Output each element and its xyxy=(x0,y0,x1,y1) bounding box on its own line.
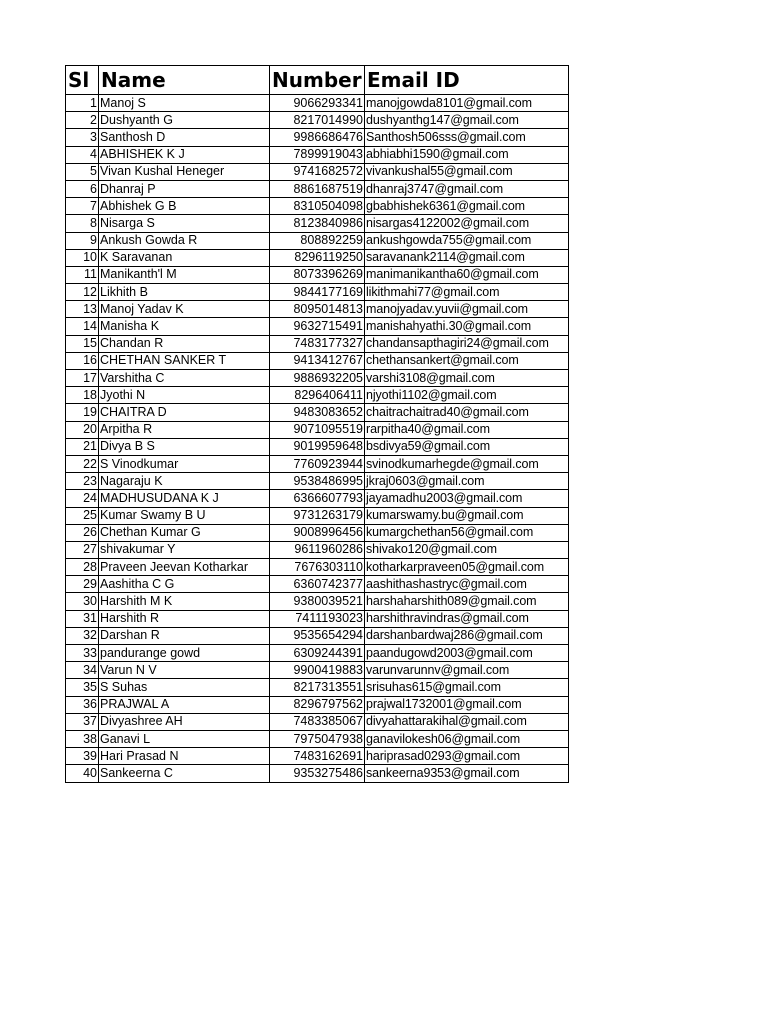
table-row xyxy=(66,559,569,576)
row-number: 7760923944 xyxy=(270,455,365,472)
row-number: 8296797562 xyxy=(270,696,365,713)
row-number: 6360742377 xyxy=(270,576,365,593)
header-row xyxy=(66,66,569,95)
row-email: likithmahi77@gmail.com xyxy=(365,284,569,301)
row-name: shivakumar Y xyxy=(99,541,270,558)
row-name: Divyashree AH xyxy=(99,713,270,730)
row-sl: 2 xyxy=(66,112,99,129)
row-sl: 23 xyxy=(66,473,99,490)
table-row xyxy=(66,387,569,404)
table-row xyxy=(66,352,569,369)
row-number: 9535654294 xyxy=(270,627,365,644)
row-number: 8296119250 xyxy=(270,249,365,266)
table-row xyxy=(66,713,569,730)
row-number: 8217313551 xyxy=(270,679,365,696)
row-number: 7899919043 xyxy=(270,146,365,163)
row-email: jkraj0603@gmail.com xyxy=(365,473,569,490)
contact-table xyxy=(65,65,569,783)
row-email: manishahyathi.30@gmail.com xyxy=(365,318,569,335)
row-name: Vivan Kushal Heneger xyxy=(99,163,270,180)
row-number: 8073396269 xyxy=(270,266,365,283)
row-sl: 4 xyxy=(66,146,99,163)
row-name: Praveen Jeevan Kotharkar xyxy=(99,559,270,576)
row-sl: 13 xyxy=(66,301,99,318)
row-name: Harshith M K xyxy=(99,593,270,610)
row-name: Darshan R xyxy=(99,627,270,644)
table-row xyxy=(66,146,569,163)
row-email: kotharkarpraveen05@gmail.com xyxy=(365,559,569,576)
table-row xyxy=(66,645,569,662)
row-email: gbabhishek6361@gmail.com xyxy=(365,198,569,215)
row-name: Hari Prasad N xyxy=(99,748,270,765)
table-row xyxy=(66,198,569,215)
row-name: Manikanth'l M xyxy=(99,266,270,283)
row-email: jayamadhu2003@gmail.com xyxy=(365,490,569,507)
table-body xyxy=(66,95,569,783)
table-row xyxy=(66,696,569,713)
table-row xyxy=(66,662,569,679)
table-row xyxy=(66,232,569,249)
row-number: 9900419883 xyxy=(270,662,365,679)
row-name: K Saravanan xyxy=(99,249,270,266)
row-sl: 31 xyxy=(66,610,99,627)
row-sl: 9 xyxy=(66,232,99,249)
row-number: 8217014990 xyxy=(270,112,365,129)
row-name: Divya B S xyxy=(99,438,270,455)
row-email: harshithravindras@gmail.com xyxy=(365,610,569,627)
row-number: 6366607793 xyxy=(270,490,365,507)
row-email: ankushgowda755@gmail.com xyxy=(365,232,569,249)
row-number: 7483177327 xyxy=(270,335,365,352)
row-sl: 11 xyxy=(66,266,99,283)
row-number: 9353275486 xyxy=(270,765,365,782)
row-email: dushyanthg147@gmail.com xyxy=(365,112,569,129)
table-row xyxy=(66,524,569,541)
row-number: 9066293341 xyxy=(270,95,365,112)
row-sl: 34 xyxy=(66,662,99,679)
row-name: Manoj S xyxy=(99,95,270,112)
table-row xyxy=(66,765,569,782)
row-sl: 16 xyxy=(66,352,99,369)
row-name: Arpitha R xyxy=(99,421,270,438)
row-number: 9483083652 xyxy=(270,404,365,421)
row-number: 9008996456 xyxy=(270,524,365,541)
row-sl: 15 xyxy=(66,335,99,352)
row-number: 9741682572 xyxy=(270,163,365,180)
table-row xyxy=(66,679,569,696)
row-name: Ankush Gowda R xyxy=(99,232,270,249)
row-sl: 14 xyxy=(66,318,99,335)
row-sl: 27 xyxy=(66,541,99,558)
row-sl: 22 xyxy=(66,455,99,472)
row-sl: 6 xyxy=(66,180,99,197)
row-number: 9731263179 xyxy=(270,507,365,524)
table-row xyxy=(66,730,569,747)
row-email: paandugowd2003@gmail.com xyxy=(365,645,569,662)
row-name: Manisha K xyxy=(99,318,270,335)
row-sl: 24 xyxy=(66,490,99,507)
row-email: darshanbardwaj286@gmail.com xyxy=(365,627,569,644)
table-row xyxy=(66,266,569,283)
row-email: sankeerna9353@gmail.com xyxy=(365,765,569,782)
row-sl: 5 xyxy=(66,163,99,180)
row-number: 9413412767 xyxy=(270,352,365,369)
table-row xyxy=(66,490,569,507)
row-number: 9886932205 xyxy=(270,370,365,387)
row-name: Abhishek G B xyxy=(99,198,270,215)
row-name: Dhanraj P xyxy=(99,180,270,197)
row-name: Varshitha C xyxy=(99,370,270,387)
row-email: srisuhas615@gmail.com xyxy=(365,679,569,696)
table-row xyxy=(66,404,569,421)
row-name: Nisarga S xyxy=(99,215,270,232)
table-row xyxy=(66,507,569,524)
table-row xyxy=(66,593,569,610)
row-number: 9844177169 xyxy=(270,284,365,301)
row-number: 9380039521 xyxy=(270,593,365,610)
row-name: Likhith B xyxy=(99,284,270,301)
row-name: S Suhas xyxy=(99,679,270,696)
row-number: 808892259 xyxy=(270,232,365,249)
row-number: 9071095519 xyxy=(270,421,365,438)
row-email: manojyadav.yuvii@gmail.com xyxy=(365,301,569,318)
row-email: ganavilokesh06@gmail.com xyxy=(365,730,569,747)
row-sl: 30 xyxy=(66,593,99,610)
row-name: Ganavi L xyxy=(99,730,270,747)
row-number: 7483385067 xyxy=(270,713,365,730)
row-number: 8095014813 xyxy=(270,301,365,318)
table-row xyxy=(66,421,569,438)
table-row xyxy=(66,180,569,197)
row-email: hariprasad0293@gmail.com xyxy=(365,748,569,765)
row-name: Manoj Yadav K xyxy=(99,301,270,318)
row-number: 7483162691 xyxy=(270,748,365,765)
table-row xyxy=(66,284,569,301)
row-sl: 17 xyxy=(66,370,99,387)
table-row xyxy=(66,215,569,232)
row-email: divyahattarakihal@gmail.com xyxy=(365,713,569,730)
row-sl: 36 xyxy=(66,696,99,713)
row-name: PRAJWAL A xyxy=(99,696,270,713)
table-row xyxy=(66,438,569,455)
row-sl: 29 xyxy=(66,576,99,593)
header-name: Name xyxy=(99,66,270,95)
row-name: CHAITRA D xyxy=(99,404,270,421)
row-name: Varun N V xyxy=(99,662,270,679)
table-row xyxy=(66,455,569,472)
table-row xyxy=(66,129,569,146)
table-row xyxy=(66,301,569,318)
table-row xyxy=(66,249,569,266)
row-sl: 1 xyxy=(66,95,99,112)
row-email: manojgowda8101@gmail.com xyxy=(365,95,569,112)
row-number: 8861687519 xyxy=(270,180,365,197)
row-sl: 7 xyxy=(66,198,99,215)
row-sl: 35 xyxy=(66,679,99,696)
row-email: njyothi1102@gmail.com xyxy=(365,387,569,404)
row-name: Harshith R xyxy=(99,610,270,627)
table-row xyxy=(66,576,569,593)
row-sl: 10 xyxy=(66,249,99,266)
row-number: 7676303110 xyxy=(270,559,365,576)
row-sl: 25 xyxy=(66,507,99,524)
table-row xyxy=(66,610,569,627)
table-row xyxy=(66,748,569,765)
row-email: varshi3108@gmail.com xyxy=(365,370,569,387)
row-sl: 21 xyxy=(66,438,99,455)
row-email: rarpitha40@gmail.com xyxy=(365,421,569,438)
table-row xyxy=(66,318,569,335)
table-row xyxy=(66,473,569,490)
table-row xyxy=(66,627,569,644)
row-name: ABHISHEK K J xyxy=(99,146,270,163)
row-email: kumarswamy.bu@gmail.com xyxy=(365,507,569,524)
row-name: Dushyanth G xyxy=(99,112,270,129)
row-number: 9538486995 xyxy=(270,473,365,490)
row-sl: 8 xyxy=(66,215,99,232)
row-number: 9632715491 xyxy=(270,318,365,335)
header-email: Email ID xyxy=(365,66,569,95)
row-email: prajwal1732001@gmail.com xyxy=(365,696,569,713)
row-number: 7975047938 xyxy=(270,730,365,747)
row-name: S Vinodkumar xyxy=(99,455,270,472)
row-number: 8310504098 xyxy=(270,198,365,215)
row-number: 8296406411 xyxy=(270,387,365,404)
row-number: 9611960286 xyxy=(270,541,365,558)
row-number: 9019959648 xyxy=(270,438,365,455)
row-name: Nagaraju K xyxy=(99,473,270,490)
row-sl: 38 xyxy=(66,730,99,747)
row-name: Jyothi N xyxy=(99,387,270,404)
row-email: kumargchethan56@gmail.com xyxy=(365,524,569,541)
row-email: vivankushal55@gmail.com xyxy=(365,163,569,180)
row-sl: 33 xyxy=(66,645,99,662)
row-email: chaitrachaitrad40@gmail.com xyxy=(365,404,569,421)
row-sl: 28 xyxy=(66,559,99,576)
row-email: varunvarunnv@gmail.com xyxy=(365,662,569,679)
table-row xyxy=(66,541,569,558)
row-name: pandurange gowd xyxy=(99,645,270,662)
row-sl: 26 xyxy=(66,524,99,541)
row-name: Kumar Swamy B U xyxy=(99,507,270,524)
row-name: Sankeerna C xyxy=(99,765,270,782)
row-email: harshaharshith089@gmail.com xyxy=(365,593,569,610)
row-name: Chandan R xyxy=(99,335,270,352)
header-sl: Sl xyxy=(66,66,99,95)
table-row xyxy=(66,112,569,129)
row-number: 6309244391 xyxy=(270,645,365,662)
row-sl: 20 xyxy=(66,421,99,438)
row-email: chethansankert@gmail.com xyxy=(365,352,569,369)
row-sl: 18 xyxy=(66,387,99,404)
row-name: Aashitha C G xyxy=(99,576,270,593)
row-sl: 40 xyxy=(66,765,99,782)
row-number: 7411193023 xyxy=(270,610,365,627)
row-email: bsdivya59@gmail.com xyxy=(365,438,569,455)
row-email: dhanraj3747@gmail.com xyxy=(365,180,569,197)
row-sl: 12 xyxy=(66,284,99,301)
row-name: Chethan Kumar G xyxy=(99,524,270,541)
row-email: svinodkumarhegde@gmail.com xyxy=(365,455,569,472)
row-sl: 3 xyxy=(66,129,99,146)
header-number: Number xyxy=(270,66,365,95)
row-sl: 37 xyxy=(66,713,99,730)
row-email: chandansapthagiri24@gmail.com xyxy=(365,335,569,352)
row-name: CHETHAN SANKER T xyxy=(99,352,270,369)
row-sl: 39 xyxy=(66,748,99,765)
row-email: abhiabhi1590@gmail.com xyxy=(365,146,569,163)
row-email: saravanank2114@gmail.com xyxy=(365,249,569,266)
row-email: shivako120@gmail.com xyxy=(365,541,569,558)
row-email: aashithashastryc@gmail.com xyxy=(365,576,569,593)
row-number: 9986686476 xyxy=(270,129,365,146)
table-row xyxy=(66,163,569,180)
row-sl: 19 xyxy=(66,404,99,421)
row-email: Santhosh506sss@gmail.com xyxy=(365,129,569,146)
row-number: 8123840986 xyxy=(270,215,365,232)
table-row xyxy=(66,335,569,352)
table-row xyxy=(66,370,569,387)
row-sl: 32 xyxy=(66,627,99,644)
row-name: Santhosh D xyxy=(99,129,270,146)
table-row xyxy=(66,95,569,112)
row-email: nisargas4122002@gmail.com xyxy=(365,215,569,232)
row-name: MADHUSUDANA K J xyxy=(99,490,270,507)
row-email: manimanikantha60@gmail.com xyxy=(365,266,569,283)
